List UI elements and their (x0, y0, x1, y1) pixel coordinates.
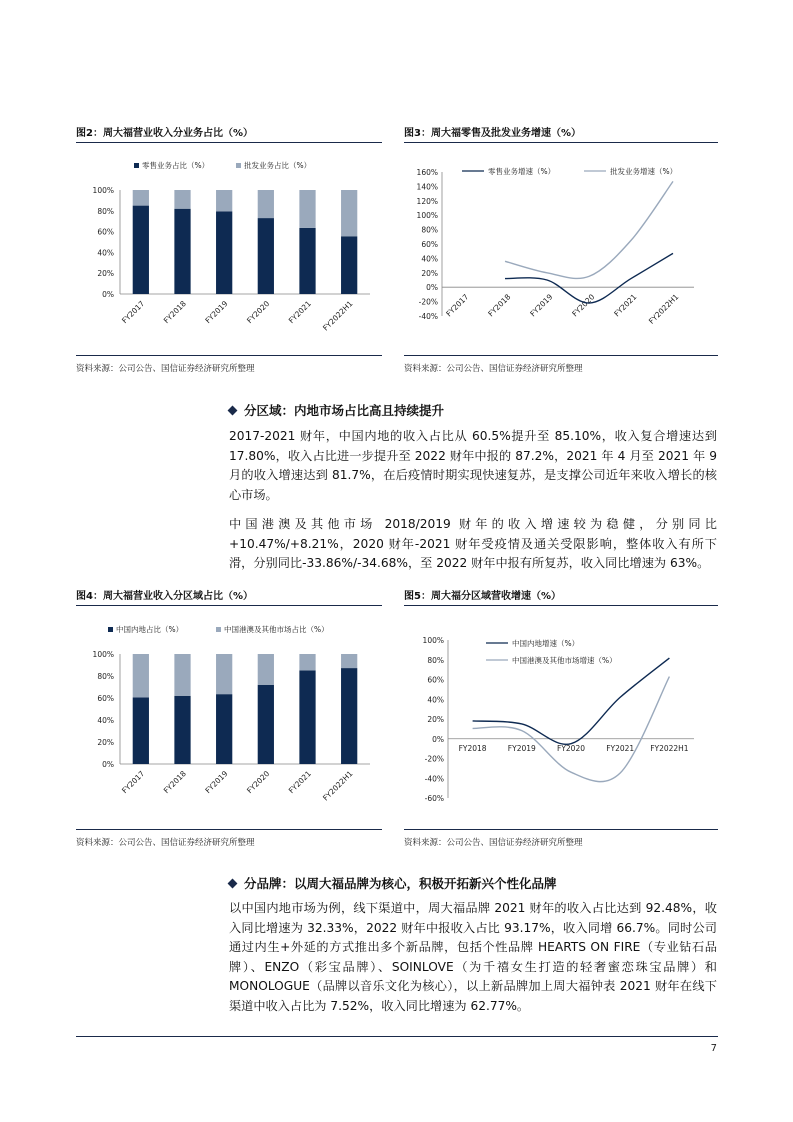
y-tick-label: 60% (97, 227, 114, 237)
legend-swatch-1 (134, 163, 139, 168)
x-tick-label: FY2021 (612, 292, 639, 319)
bar-1-FY2020 (258, 685, 274, 764)
x-tick-label: FY2021 (286, 299, 313, 326)
x-tick-label: FY2020 (570, 292, 597, 319)
section-heading-region (229, 401, 444, 419)
figure-2-title: 图2：周大福营业收入分业务占比（%） (76, 128, 253, 139)
x-tick-label: FY2018 (458, 743, 487, 753)
y-tick-label: -20% (424, 754, 444, 764)
y-tick-label: 80% (97, 672, 114, 681)
x-tick-label: FY2017 (120, 769, 147, 796)
y-tick-label: 100% (422, 636, 444, 645)
x-tick-label: FY2022H1 (321, 299, 355, 333)
x-tick-label: FY2018 (161, 769, 188, 796)
bar-1-FY2022H1 (341, 668, 357, 764)
y-tick-label: 40% (421, 254, 438, 264)
y-tick-label: 20% (97, 269, 114, 279)
figure-3-chart (404, 146, 718, 352)
y-tick-label: 80% (97, 206, 114, 216)
y-tick-label: 100% (92, 186, 114, 195)
figure-4-bottom-rule (76, 829, 382, 830)
region-paragraph-1: 2017-2021 财年，中国内地的收入占比从 60.5%提升至 85.10%，收入复合增速达到 17.80%，收入占比进一步提升至 2022 财年中报的 87.2%，2021 年 4 月至 2021 年 9 月的收入增速达到 81.7%，在后疫情时期实现快速复苏，是支撑公司近年来收入增长的核心市场。 (229, 429, 717, 502)
series-line-2 (473, 677, 670, 782)
y-tick-label: 100% (92, 650, 114, 659)
section-heading-brand-text: 分品牌：以周大福品牌为核心，积极开拓新兴个性化品牌 (244, 876, 557, 891)
bar-1-FY2021 (299, 228, 315, 294)
x-tick-label: FY2018 (161, 299, 188, 326)
figure-2-top-rule (76, 142, 382, 143)
y-tick-label: 0% (432, 734, 444, 744)
bar-1-FY2017 (133, 697, 149, 764)
y-tick-label: 20% (427, 715, 444, 724)
y-tick-label: 0% (426, 283, 438, 293)
bar-2-FY2020 (258, 654, 274, 685)
figure-4-source: 资料来源：公司公告、国信证券经济研究所整理 (76, 838, 255, 848)
bar-2-FY2020 (258, 190, 274, 218)
legend-swatch-1 (108, 627, 113, 632)
bar-2-FY2019 (216, 190, 232, 211)
bar-1-FY2019 (216, 211, 232, 294)
page-number: 7 (710, 1043, 717, 1054)
x-tick-label: FY2020 (557, 743, 585, 753)
bar-1-FY2020 (258, 218, 274, 294)
legend-label-2: 中国港澳及其他市场占比（%） (224, 625, 329, 634)
y-tick-label: 40% (97, 716, 114, 725)
legend-label-1: 零售业务占比（%） (142, 161, 210, 170)
figure-5-bottom-rule (404, 829, 718, 830)
bar-1-FY2019 (216, 694, 232, 764)
y-tick-label: 20% (421, 268, 438, 278)
x-tick-label: FY2017 (120, 299, 147, 326)
x-tick-label: FY2022H1 (321, 769, 355, 803)
x-tick-label: FY2017 (444, 292, 471, 319)
bar-1-FY2018 (174, 696, 190, 764)
y-tick-label: 120% (416, 196, 438, 206)
figure-4-title: 图4：周大福营业收入分区域占比（%） (76, 591, 253, 602)
brand-paragraph-1: 以中国内地市场为例，线下渠道中，周大福品牌 2021 财年的收入占比达到 92.48%，收入同比增速为 32.33%，2022 财年中报收入占比 93.17%，收入同增 66.7%。同时公司通过内生+外延的方式推出多个新品牌，包括个性品牌 HEARTS ON FIRE（专业钻石品牌）、ENZO（彩宝品牌）、SOINLOVE（为千禧女生打造的轻奢蜜恋珠宝品牌）和 MONOLOGUE（品牌以音乐文化为核心），以上新品牌加上周大福钟表 2021 财年在线下渠道中收入占比为 7.52%，收入同比增速为 62.77%。 (229, 901, 717, 1013)
bar-1-FY2018 (174, 209, 190, 294)
figure-3-top-rule (404, 142, 718, 143)
legend-label-1: 中国内地占比（%） (116, 625, 184, 634)
legend-swatch-2 (216, 627, 221, 632)
x-tick-label: FY2022H1 (646, 292, 681, 326)
figure-4-chart (76, 610, 382, 820)
x-tick-label: FY2020 (245, 299, 272, 326)
bar-1-FY2017 (133, 206, 149, 294)
bar-1-FY2022H1 (341, 236, 357, 294)
x-tick-label: FY2021 (286, 769, 313, 796)
figure-2-source: 资料来源：公司公告、国信证券经济研究所整理 (76, 364, 255, 374)
figure-3-source: 资料来源：公司公告、国信证券经济研究所整理 (404, 364, 583, 374)
y-tick-label: 40% (97, 248, 114, 258)
y-tick-label: 0% (102, 760, 114, 769)
legend-label-2: 批发业务增速（%） (610, 167, 678, 176)
legend-swatch-2 (236, 163, 241, 168)
bar-2-FY2021 (299, 654, 315, 670)
figure-2-bottom-rule (76, 355, 382, 356)
figure-5-source: 资料来源：公司公告、国信证券经济研究所整理 (404, 838, 583, 848)
y-tick-label: 40% (427, 695, 444, 705)
legend-label-1: 零售业务增速（%） (488, 167, 556, 176)
x-tick-label: FY2021 (606, 743, 635, 753)
x-tick-label: FY2022H1 (650, 743, 689, 753)
x-tick-label: FY2020 (245, 769, 272, 796)
figure-5-top-rule (404, 605, 718, 606)
y-tick-label: 60% (421, 240, 438, 249)
y-tick-label: -40% (424, 774, 444, 784)
footer-rule (76, 1036, 718, 1037)
legend-label-2: 中国港澳及其他市场增速（%） (512, 656, 617, 665)
x-tick-label: FY2018 (486, 292, 513, 319)
bar-2-FY2021 (299, 190, 315, 228)
diamond-bullet-icon (228, 879, 238, 889)
bar-2-FY2022H1 (341, 190, 357, 236)
x-tick-label: FY2019 (507, 743, 536, 753)
x-tick-label: FY2019 (528, 292, 555, 319)
bar-2-FY2017 (133, 190, 149, 206)
bar-2-FY2017 (133, 654, 149, 697)
section-heading-region-text: 分区域：内地市场占比高且持续提升 (244, 403, 445, 418)
y-tick-label: 60% (97, 694, 114, 703)
figure-5-chart (404, 610, 718, 820)
bar-1-FY2021 (299, 670, 315, 764)
y-tick-label: 160% (416, 168, 438, 177)
legend-label-1: 中国内地增速（%） (512, 639, 580, 648)
y-tick-label: 0% (102, 290, 114, 299)
y-tick-label: 100% (416, 211, 438, 221)
y-tick-label: -40% (418, 312, 438, 321)
figure-5-title: 图5：周大福分区域营收增速（%） (404, 591, 561, 602)
legend-label-2: 批发业务占比（%） (244, 161, 312, 170)
section-heading-brand (229, 874, 557, 892)
figure-4-top-rule (76, 605, 382, 606)
bar-2-FY2022H1 (341, 654, 357, 668)
y-tick-label: 80% (421, 225, 438, 235)
y-tick-label: -60% (424, 794, 444, 803)
x-tick-label: FY2019 (203, 299, 230, 326)
x-tick-label: FY2019 (203, 769, 230, 796)
y-tick-label: 60% (427, 675, 444, 685)
y-tick-label: 140% (416, 182, 438, 192)
series-line-2 (505, 181, 673, 278)
figure-3-bottom-rule (404, 355, 718, 356)
bar-2-FY2018 (174, 654, 190, 696)
y-tick-label: -20% (418, 297, 438, 307)
y-tick-label: 20% (97, 738, 114, 747)
region-paragraph-2: 中国港澳及其他市场 2018/2019 财年的收入增速较为稳健，分别同比+10.47%/+8.21%，2020 财年-2021 财年受疫情及通关受限影响，整体收入有所下滑，分别同比-33.86%/-34.68%，至 2022 财年中报有所复苏，收入同比增速为 63%。 (229, 517, 717, 571)
figure-3-title: 图3：周大福零售及批发业务增速（%） (404, 128, 581, 139)
series-line-1 (473, 658, 670, 744)
y-tick-label: 80% (427, 655, 444, 665)
figure-2-chart (76, 146, 382, 352)
bar-2-FY2019 (216, 654, 232, 694)
bar-2-FY2018 (174, 190, 190, 209)
diamond-bullet-icon (228, 406, 238, 416)
